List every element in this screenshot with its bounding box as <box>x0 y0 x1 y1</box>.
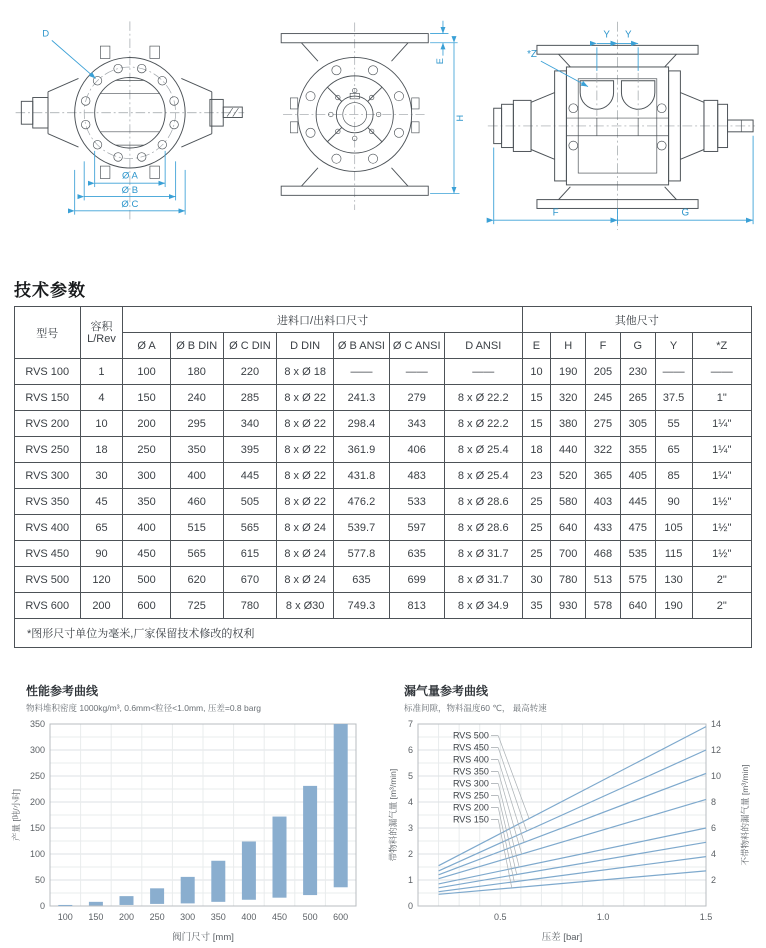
legend-label-RVS-200: RVS 200 <box>452 802 489 813</box>
svg-text:300: 300 <box>180 912 196 922</box>
value-cell: 55 <box>655 411 692 437</box>
value-cell: 615 <box>223 541 276 567</box>
value-cell: 513 <box>586 567 621 593</box>
leakage-chart-title: 漏气量参考曲线 <box>404 684 489 698</box>
value-cell: 433 <box>586 515 621 541</box>
svg-text:14: 14 <box>711 719 722 729</box>
value-cell: 245 <box>586 385 621 411</box>
svg-text:1.5: 1.5 <box>699 912 713 922</box>
value-cell: 35 <box>522 593 551 619</box>
series-line-RVS-300 <box>439 828 706 884</box>
value-cell: 8 x Ø 34.9 <box>444 593 522 619</box>
table-row <box>15 593 752 619</box>
svg-text:4: 4 <box>407 797 413 807</box>
bar-500 <box>303 786 317 895</box>
value-cell: 220 <box>223 359 276 385</box>
model-cell: RVS 300 <box>15 463 81 489</box>
value-cell: 205 <box>586 359 621 385</box>
value-cell: 37.5 <box>655 385 692 411</box>
header-model: 型号 <box>15 307 81 359</box>
value-cell: 23 <box>522 463 551 489</box>
drawing-front-view <box>8 6 248 230</box>
value-cell: 230 <box>620 359 655 385</box>
value-cell: 533 <box>389 489 444 515</box>
value-cell: 65 <box>655 437 692 463</box>
dim-label-f: F <box>552 207 559 219</box>
value-cell: 343 <box>389 411 444 437</box>
bar-600 <box>334 724 348 887</box>
svg-text:4: 4 <box>711 849 717 859</box>
column-header: F <box>586 333 621 359</box>
column-header: *Z <box>692 333 751 359</box>
value-cell: 2" <box>692 567 751 593</box>
bar-450 <box>273 817 287 898</box>
bar-250 <box>150 888 164 904</box>
svg-text:600: 600 <box>333 912 349 922</box>
value-cell: 700 <box>551 541 586 567</box>
svg-text:100: 100 <box>57 912 73 922</box>
value-cell: 30 <box>80 463 123 489</box>
value-cell: 241.3 <box>334 385 389 411</box>
model-cell: RVS 500 <box>15 567 81 593</box>
leakage-chart-subtitle: 标准间隙，物料温度60 ℃， 最高转速 <box>404 703 547 713</box>
value-cell: 1 <box>80 359 123 385</box>
line-xaxis-label: 压差 [bar] <box>541 932 583 943</box>
value-cell: 2" <box>692 593 751 619</box>
section-title: 技术参数 <box>14 281 86 300</box>
value-cell: 575 <box>620 567 655 593</box>
value-cell: 295 <box>170 411 223 437</box>
bar-yaxis-label: 产量 [吨/小时] <box>11 789 21 841</box>
value-cell: 8 x Ø 22.2 <box>444 411 522 437</box>
value-cell: 10 <box>522 359 551 385</box>
performance-chart-subtitle: 物料堆积密度 1000kg/m³, 0.6mm<粒径<1.0mm, 压差=0.8 barg <box>26 703 262 713</box>
value-cell: 597 <box>389 515 444 541</box>
model-cell: RVS 250 <box>15 437 81 463</box>
value-cell: 475 <box>620 515 655 541</box>
value-cell: 8 x Ø 25.4 <box>444 437 522 463</box>
value-cell: 90 <box>655 489 692 515</box>
svg-text:200: 200 <box>118 912 135 922</box>
svg-text:250: 250 <box>149 912 165 922</box>
value-cell: 150 <box>123 385 170 411</box>
svg-text:6: 6 <box>407 745 413 755</box>
value-cell: 535 <box>620 541 655 567</box>
spec-table <box>14 306 752 648</box>
value-cell: 18 <box>522 437 551 463</box>
shaft-stub <box>223 107 242 117</box>
value-cell: 279 <box>389 385 444 411</box>
value-cell: 930 <box>551 593 586 619</box>
value-cell: 670 <box>223 567 276 593</box>
value-cell: 361.9 <box>334 437 389 463</box>
value-cell: 8 x Ø 24 <box>277 515 334 541</box>
value-cell: 8 x Ø 22 <box>277 463 334 489</box>
value-cell: 749.3 <box>334 593 389 619</box>
header-capacity-line2: L/Rev <box>87 332 116 345</box>
legend-label-RVS-150: RVS 150 <box>452 814 489 825</box>
value-cell: 431.8 <box>334 463 389 489</box>
bar-150 <box>89 902 103 906</box>
svg-text:2: 2 <box>407 849 413 859</box>
legend-label-RVS-250: RVS 250 <box>452 790 489 801</box>
value-cell: 515 <box>170 515 223 541</box>
value-cell: 200 <box>80 593 123 619</box>
value-cell: 1¼" <box>692 437 751 463</box>
value-cell: 640 <box>551 515 586 541</box>
column-header: E <box>522 333 551 359</box>
value-cell: 635 <box>389 541 444 567</box>
value-cell: 130 <box>655 567 692 593</box>
header-capacity <box>80 307 123 359</box>
value-cell: 8 x Ø 24 <box>277 567 334 593</box>
value-cell: 8 x Ø 24 <box>277 541 334 567</box>
svg-text:200: 200 <box>29 797 45 807</box>
value-cell: 440 <box>551 437 586 463</box>
spec-table-body <box>15 359 752 619</box>
legend-label-RVS-450: RVS 450 <box>452 742 489 753</box>
svg-text:350: 350 <box>210 912 226 922</box>
value-cell: 45 <box>80 489 123 515</box>
column-header: Ø B DIN <box>170 333 223 359</box>
value-cell: 15 <box>522 411 551 437</box>
value-cell: 1" <box>692 385 751 411</box>
value-cell: 500 <box>123 567 170 593</box>
column-header: Y <box>655 333 692 359</box>
table-row <box>15 411 752 437</box>
value-cell: 699 <box>389 567 444 593</box>
value-cell: 1½" <box>692 541 751 567</box>
value-cell: 85 <box>655 463 692 489</box>
value-cell: 350 <box>123 489 170 515</box>
value-cell: —— <box>692 359 751 385</box>
drawing-side-view <box>257 6 469 222</box>
svg-text:250: 250 <box>29 771 45 781</box>
value-cell: —— <box>389 359 444 385</box>
svg-text:5: 5 <box>407 771 413 781</box>
value-cell: 580 <box>551 489 586 515</box>
svg-text:450: 450 <box>271 912 288 922</box>
value-cell: 8 x Ø 22 <box>277 489 334 515</box>
value-cell: 8 x Ø 25.4 <box>444 463 522 489</box>
svg-text:500: 500 <box>302 912 318 922</box>
table-row <box>15 541 752 567</box>
group-header-row <box>15 307 752 333</box>
svg-text:0.5: 0.5 <box>494 912 507 922</box>
value-cell: 8 x Ø 28.6 <box>444 489 522 515</box>
value-cell: 265 <box>620 385 655 411</box>
dim-label-dia-b: Ø B <box>121 184 139 196</box>
value-cell: 1¼" <box>692 411 751 437</box>
value-cell: —— <box>655 359 692 385</box>
value-cell: 285 <box>223 385 276 411</box>
value-cell: 635 <box>334 567 389 593</box>
value-cell: 298.4 <box>334 411 389 437</box>
table-row <box>15 437 752 463</box>
value-cell: 483 <box>389 463 444 489</box>
value-cell: 25 <box>522 489 551 515</box>
svg-text:0: 0 <box>39 901 45 911</box>
header-inlet-group: 进料口/出料口尺寸 <box>123 307 522 333</box>
value-cell: 8 x Ø 18 <box>277 359 334 385</box>
svg-text:0: 0 <box>407 901 413 911</box>
value-cell: 100 <box>123 359 170 385</box>
svg-text:300: 300 <box>29 745 45 755</box>
model-cell: RVS 100 <box>15 359 81 385</box>
column-header: D DIN <box>277 333 334 359</box>
value-cell: 1½" <box>692 489 751 515</box>
dim-label-dia-c: Ø C <box>121 199 139 211</box>
value-cell: 780 <box>551 567 586 593</box>
value-cell: 400 <box>123 515 170 541</box>
value-cell: 105 <box>655 515 692 541</box>
value-cell: 395 <box>223 437 276 463</box>
value-cell: 8 x Ø 22.2 <box>444 385 522 411</box>
bar-300 <box>181 877 195 904</box>
table-row <box>15 515 752 541</box>
value-cell: 565 <box>170 541 223 567</box>
value-cell: 120 <box>80 567 123 593</box>
value-cell: 8 x Ø 22 <box>277 437 334 463</box>
model-cell: RVS 400 <box>15 515 81 541</box>
svg-text:150: 150 <box>29 823 45 833</box>
leakage-line-plot <box>388 716 766 948</box>
svg-text:8: 8 <box>711 797 717 807</box>
value-cell: 25 <box>522 541 551 567</box>
technical-drawings <box>8 6 758 237</box>
drawing-section-view <box>478 6 758 237</box>
performance-bar-plot <box>10 716 370 948</box>
header-capacity-line1: 容积 <box>90 320 113 333</box>
svg-text:1: 1 <box>407 875 413 885</box>
table-row <box>15 385 752 411</box>
legend-label-RVS-350: RVS 350 <box>452 766 489 777</box>
value-cell: 1½" <box>692 515 751 541</box>
dim-label-e: E <box>434 58 445 65</box>
value-cell: 380 <box>551 411 586 437</box>
model-cell: RVS 150 <box>15 385 81 411</box>
value-cell: 305 <box>620 411 655 437</box>
value-cell: 620 <box>170 567 223 593</box>
table-footnote: *图形尺寸单位为毫米,厂家保留技术修改的权利 <box>15 619 752 648</box>
value-cell: 725 <box>170 593 223 619</box>
value-cell: 90 <box>80 541 123 567</box>
svg-text:7: 7 <box>407 719 413 729</box>
value-cell: 320 <box>551 385 586 411</box>
dim-label-d: D <box>42 28 50 40</box>
table-row <box>15 567 752 593</box>
bar-350 <box>211 861 225 902</box>
value-cell: 445 <box>223 463 276 489</box>
legend-label-RVS-500: RVS 500 <box>452 730 489 741</box>
value-cell: 8 x Ø 31.7 <box>444 567 522 593</box>
column-header: H <box>551 333 586 359</box>
value-cell: —— <box>334 359 389 385</box>
line-right-yaxis-label: 不带物料的漏气量 [m³/min] <box>740 764 750 866</box>
dim-label-y-left: Y <box>603 29 610 41</box>
value-cell: 18 <box>80 437 123 463</box>
svg-text:6: 6 <box>711 823 717 833</box>
value-cell: 520 <box>551 463 586 489</box>
value-cell: 400 <box>170 463 223 489</box>
value-cell: 565 <box>223 515 276 541</box>
value-cell: 200 <box>123 411 170 437</box>
value-cell: 10 <box>80 411 123 437</box>
svg-text:150: 150 <box>88 912 104 922</box>
value-cell: 405 <box>620 463 655 489</box>
value-cell: 450 <box>123 541 170 567</box>
dim-label-z: *Z <box>527 49 537 61</box>
dim-label-dia-a: Ø A <box>121 170 138 182</box>
leakage-chart <box>388 682 766 948</box>
value-cell: 403 <box>586 489 621 515</box>
value-cell: 8 x Ø30 <box>277 593 334 619</box>
dim-label-g: G <box>681 207 690 219</box>
value-cell: 640 <box>620 593 655 619</box>
model-cell: RVS 200 <box>15 411 81 437</box>
value-cell: 600 <box>123 593 170 619</box>
column-header: Ø B ANSI <box>334 333 389 359</box>
value-cell: 445 <box>620 489 655 515</box>
model-cell: RVS 600 <box>15 593 81 619</box>
svg-text:50: 50 <box>34 875 45 885</box>
value-cell: 350 <box>170 437 223 463</box>
value-cell: 780 <box>223 593 276 619</box>
value-cell: 365 <box>586 463 621 489</box>
table-row <box>15 359 752 385</box>
value-cell: 25 <box>522 515 551 541</box>
svg-text:100: 100 <box>29 849 45 859</box>
bar-100 <box>58 905 72 906</box>
value-cell: 476.2 <box>334 489 389 515</box>
svg-text:3: 3 <box>407 823 413 833</box>
value-cell: 460 <box>170 489 223 515</box>
legend-label-RVS-300: RVS 300 <box>452 778 489 789</box>
value-cell: 250 <box>123 437 170 463</box>
column-header: D ANSI <box>444 333 522 359</box>
value-cell: 505 <box>223 489 276 515</box>
value-cell: 813 <box>389 593 444 619</box>
svg-text:1.0: 1.0 <box>596 912 610 922</box>
table-row <box>15 489 752 515</box>
value-cell: 539.7 <box>334 515 389 541</box>
legend-label-RVS-400: RVS 400 <box>452 754 489 765</box>
value-cell: 8 x Ø 22 <box>277 385 334 411</box>
column-header: Ø C DIN <box>223 333 276 359</box>
value-cell: 65 <box>80 515 123 541</box>
value-cell: 180 <box>170 359 223 385</box>
value-cell: 190 <box>655 593 692 619</box>
value-cell: 190 <box>551 359 586 385</box>
bar-400 <box>242 842 256 900</box>
column-header: G <box>620 333 655 359</box>
column-header: Ø C ANSI <box>389 333 444 359</box>
value-cell: 8 x Ø 22 <box>277 411 334 437</box>
value-cell: 355 <box>620 437 655 463</box>
value-cell: 468 <box>586 541 621 567</box>
bar-200 <box>120 896 134 905</box>
value-cell: 340 <box>223 411 276 437</box>
value-cell: 406 <box>389 437 444 463</box>
svg-text:10: 10 <box>711 771 722 781</box>
table-row <box>15 463 752 489</box>
footnote-row <box>15 619 752 648</box>
performance-chart-title: 性能参考曲线 <box>26 684 99 698</box>
value-cell: 1¼" <box>692 463 751 489</box>
value-cell: 4 <box>80 385 123 411</box>
value-cell: 30 <box>522 567 551 593</box>
subheader-row <box>15 333 752 359</box>
value-cell: 115 <box>655 541 692 567</box>
header-other-group: 其他尺寸 <box>522 307 751 333</box>
value-cell: 300 <box>123 463 170 489</box>
bar-xaxis-label: 阀门尺寸 [mm] <box>172 932 234 943</box>
value-cell: 240 <box>170 385 223 411</box>
svg-text:400: 400 <box>241 912 257 922</box>
line-left-yaxis-label: 带物料的漏气量 [m³/min] <box>388 768 398 862</box>
value-cell: 322 <box>586 437 621 463</box>
performance-chart <box>10 682 370 948</box>
value-cell: 8 x Ø 31.7 <box>444 541 522 567</box>
value-cell: 578 <box>586 593 621 619</box>
model-cell: RVS 350 <box>15 489 81 515</box>
column-header: Ø A <box>123 333 170 359</box>
svg-text:12: 12 <box>711 745 722 755</box>
series-line-RVS-250 <box>439 842 706 888</box>
svg-text:2: 2 <box>711 875 717 885</box>
value-cell: 275 <box>586 411 621 437</box>
model-cell: RVS 450 <box>15 541 81 567</box>
value-cell: —— <box>444 359 522 385</box>
value-cell: 577.8 <box>334 541 389 567</box>
value-cell: 15 <box>522 385 551 411</box>
value-cell: 8 x Ø 28.6 <box>444 515 522 541</box>
dim-label-y-right: Y <box>625 29 632 41</box>
dim-label-h: H <box>455 114 466 122</box>
svg-text:350: 350 <box>29 719 45 729</box>
